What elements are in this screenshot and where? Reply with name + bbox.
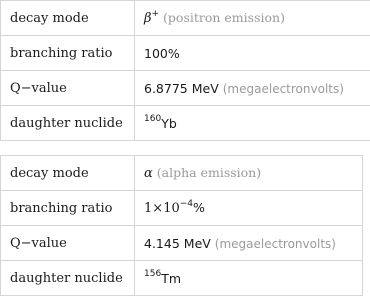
- q-value-unit: MeV: [192, 81, 219, 96]
- q-value-number: 6.8775: [144, 81, 188, 96]
- row-label-branching-ratio: branching ratio: [1, 191, 135, 226]
- q-value-unit: MeV: [184, 236, 211, 251]
- row-label-decay-mode: decay mode: [1, 156, 135, 191]
- beta-charge: +: [152, 9, 160, 19]
- table-row: [1, 36, 370, 71]
- alpha-symbol: α: [144, 166, 153, 181]
- q-value: [135, 226, 363, 261]
- table-row: [1, 191, 363, 226]
- table-row: [1, 261, 363, 296]
- decay-mode-value: [135, 1, 370, 36]
- branching-ratio-value: [135, 191, 363, 226]
- decay-mode-note: (positron emission): [163, 10, 285, 25]
- decay-table-positron: [0, 0, 370, 141]
- ratio-times-sign: ×: [152, 201, 163, 216]
- ratio-base: 10: [163, 201, 180, 216]
- table-row: [1, 226, 363, 261]
- row-label-q-value: Q−value: [1, 71, 135, 106]
- table-row: [1, 1, 370, 36]
- daughter-nuclide-value: [135, 261, 363, 296]
- ratio-percent: %: [193, 200, 205, 215]
- decay-mode-value: [135, 156, 363, 191]
- element-symbol: Tm: [161, 271, 181, 286]
- row-label-daughter-nuclide: daughter nuclide: [1, 106, 135, 141]
- ratio-exponent: −4: [180, 199, 193, 209]
- q-value-number: 4.145: [144, 236, 180, 251]
- mass-number: 160: [144, 114, 161, 124]
- table-row: [1, 156, 363, 191]
- decay-table-alpha: [0, 155, 363, 296]
- q-value-unit-note: (megaelectronvolts): [223, 82, 344, 96]
- ratio-mantissa: 1: [144, 201, 152, 216]
- table-row: [1, 71, 370, 106]
- row-label-q-value: Q−value: [1, 226, 135, 261]
- branching-ratio-value: 100%: [135, 36, 370, 71]
- row-label-decay-mode: decay mode: [1, 1, 135, 36]
- daughter-nuclide-value: [135, 106, 370, 141]
- mass-number: 156: [144, 269, 161, 279]
- row-label-daughter-nuclide: daughter nuclide: [1, 261, 135, 296]
- beta-symbol: β: [144, 11, 152, 26]
- element-symbol: Yb: [161, 116, 177, 131]
- decay-mode-note: (alpha emission): [157, 165, 261, 180]
- table-row: [1, 106, 370, 141]
- row-label-branching-ratio: branching ratio: [1, 36, 135, 71]
- q-value: [135, 71, 370, 106]
- q-value-unit-note: (megaelectronvolts): [215, 237, 336, 251]
